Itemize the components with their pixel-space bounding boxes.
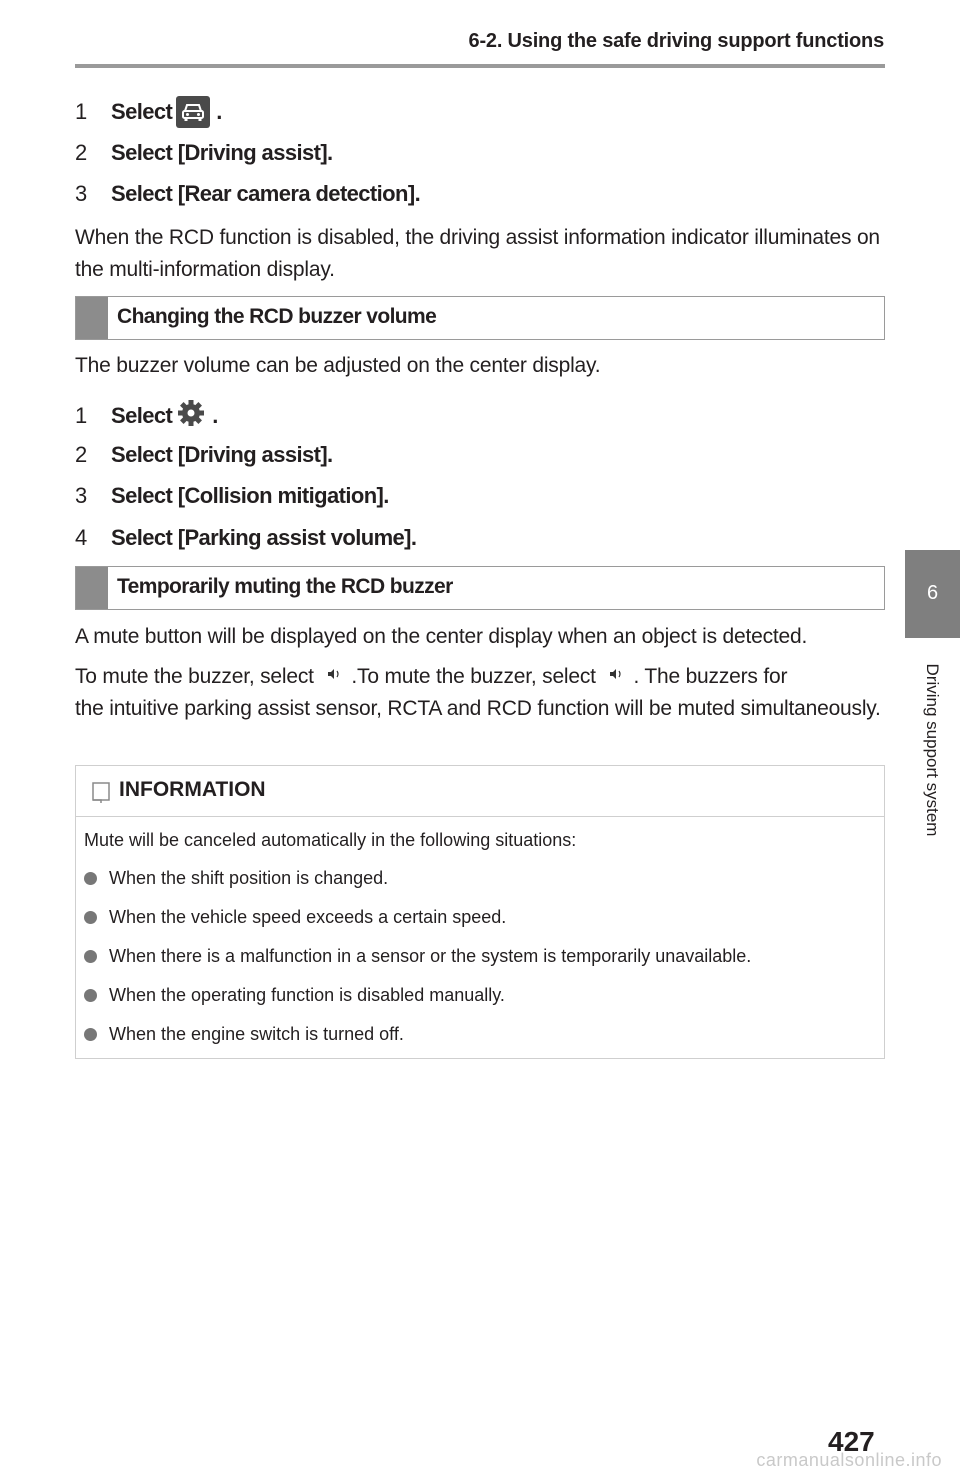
step-2 [75,442,333,468]
list-item [84,1024,404,1045]
information-header [76,766,884,817]
watermark: carmanualsonline.info [756,1450,942,1470]
volume-paragraph: The buzzer volume can be adjusted on the center display. [75,354,601,377]
mute-text-part2: .To mute the buzzer, select [351,665,596,688]
section-heading-bar [76,567,108,609]
speaker-icon [605,661,629,693]
section-heading-label: Changing the RCD buzzer volume [117,305,437,328]
step-3 [75,181,420,207]
list-item-text: When the operating function is disabled manually. [109,985,505,1005]
list-item [84,907,506,928]
bullet-icon [84,989,97,1002]
gear-icon [176,398,206,434]
mute-button-paragraph: A mute button will be displayed on the center display when an object is detected. [75,625,808,648]
section-heading-mute [75,566,885,610]
step-4 [75,525,416,551]
list-item-text: When there is a malfunction in a sensor or the system is temporarily unavailable. [109,946,752,966]
bullet-icon [84,911,97,924]
chapter-number: 6 [926,582,939,604]
section-heading-label: Temporarily muting the RCD buzzer [117,575,453,598]
step-number: 3 [75,181,87,206]
step-text: Select [111,403,173,428]
list-item [84,985,505,1006]
step-number: 1 [75,99,87,124]
list-item [84,946,751,967]
step-number: 1 [75,403,87,428]
step-number: 2 [75,140,87,165]
step-text: Select [Rear camera detection]. [111,181,421,206]
list-item-text: When the vehicle speed exceeds a certain speed. [109,907,507,927]
step-number: 3 [75,483,87,508]
information-intro: Mute will be canceled automatically in the following situations: [84,830,577,850]
bullet-icon [84,950,97,963]
bullet-icon [84,1028,97,1041]
information-title: INFORMATION [119,778,266,801]
step-number: 4 [75,525,87,550]
information-box [75,765,885,1059]
step-suffix: . [212,403,218,428]
step-text: Select [Collision mitigation]. [111,483,389,508]
page-number: 427 [828,1426,875,1457]
step-number: 2 [75,442,87,467]
step-1 [75,398,218,434]
section-heading-bar [76,297,108,339]
vehicle-settings-icon [176,96,210,128]
rcd-disabled-paragraph: When the RCD function is disabled, the driving assist information indicator illuminates on the multi-information display. [75,226,880,281]
list-item-text: When the shift position is changed. [109,868,389,888]
step-text: Select [Driving assist]. [111,442,333,467]
step-3 [75,483,389,509]
bullet-icon [84,872,97,885]
step-text: Select [Parking assist volume]. [111,525,417,550]
mute-text-part3: . The buzzers for [633,665,788,688]
mute-text-line2: the intuitive parking assist sensor, RCTA and RCD function will be muted simultaneously. [75,697,881,721]
step-text: Select [Driving assist]. [111,140,333,165]
mute-paragraph [75,661,887,725]
page-header-title: 6-2. Using the safe driving support functions [468,30,884,52]
list-item-text: When the engine switch is turned off. [109,1024,404,1044]
mute-text-part1: To mute the buzzer, select [75,665,314,688]
list-item [84,868,388,889]
section-heading-volume [75,296,885,340]
step-2 [75,140,333,166]
header-rule [75,64,885,68]
chapter-label: Driving support system [923,663,942,837]
speaker-icon [323,661,347,693]
step-suffix: . [216,99,222,124]
step-1 [75,96,222,128]
step-text: Select [111,99,173,124]
memo-icon [92,782,112,809]
